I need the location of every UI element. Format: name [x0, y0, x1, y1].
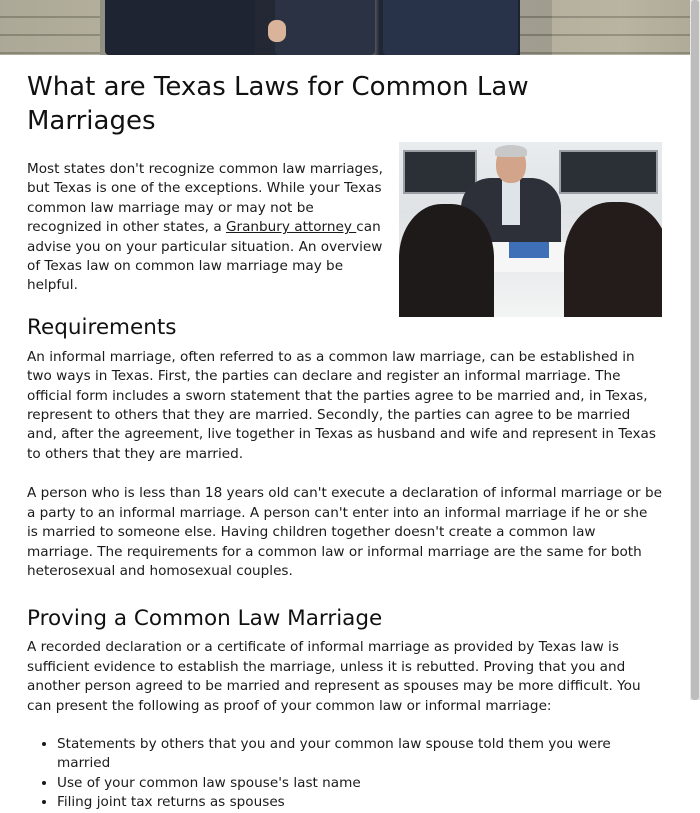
list-item: • Use of your common law spouse's last name: [57, 774, 662, 793]
list-item: • Statements by others that you and your common law spouse told them you were married: [57, 735, 662, 774]
suit-figure-left: [105, 0, 255, 55]
page-title: What are Texas Laws for Common Law Marriages: [27, 72, 529, 136]
proving-paragraph: A recorded declaration or a certificate of informal marriage as provided by Texas law is sufficient evidence to establish the marriage, unless it is rebutted. Proving that you and another person agreed to be married and represent as spouses may be more difficult. You can present the following as proof of your common law or informal marriage:: [27, 639, 641, 714]
article-content: [27, 55, 662, 813]
photo-client-left: [399, 204, 494, 317]
photo-client-right: [564, 202, 662, 317]
hero-banner-image: [0, 0, 690, 55]
list-item: • Filing joint tax returns as spouses: [57, 793, 662, 812]
proving-heading: Proving a Common Law Marriage: [27, 606, 383, 632]
page-scrollbar[interactable]: [690, 0, 700, 700]
photo-attorney-hair: [495, 145, 527, 157]
photo-attorney-shirt: [502, 180, 520, 225]
photo-document: [509, 242, 549, 258]
stone-wall-right: [520, 0, 690, 55]
requirements-paragraph-2: A person who is less than 18 years old can't execute a declaration of informal marriage or be a party to an informal marriage. A person can't enter into an informal marriage if he or she is married to someone else. Having children together doesn't create a common law marriage. The requirements for a common law or informal marriage are the same for both heterosexual and homosexual couples.: [27, 485, 662, 579]
requirements-heading: Requirements: [27, 314, 177, 340]
photo-window-left: [403, 150, 477, 194]
proof-list: [27, 735, 662, 813]
requirements-paragraph-1: An informal marriage, often referred to as a common law marriage, can be established in two ways in Texas. First, the parties can declare and register an informal marriage. The official form includes a sworn statement that the parties agree to be married and, in Texas, represent to others that they are married. Secondly, the parties can agree to be married and, after the agreement, live together in Texas as husband and wife and represent in Texas to others that they are married.: [27, 348, 656, 462]
intro-text-1: Most states don't recognize common law marriages, but Texas is one of the exceptions. While your Texas common law marriage may or may not be recognized in other states, a: [27, 161, 383, 236]
hand-figure: [268, 20, 286, 42]
meeting-photo: [399, 142, 662, 317]
scrollbar-thumb[interactable]: [691, 0, 699, 700]
photo-window-right: [559, 150, 658, 194]
suit-figure-right: [383, 0, 518, 55]
stone-wall-left: [0, 0, 100, 55]
granbury-attorney-link[interactable]: Granbury attorney: [225, 219, 357, 236]
intro-text-2: can advise you on your particular situation. An overview of Texas law on common law marriage may be helpful.: [27, 219, 383, 294]
suit-figure-center: [275, 0, 375, 55]
